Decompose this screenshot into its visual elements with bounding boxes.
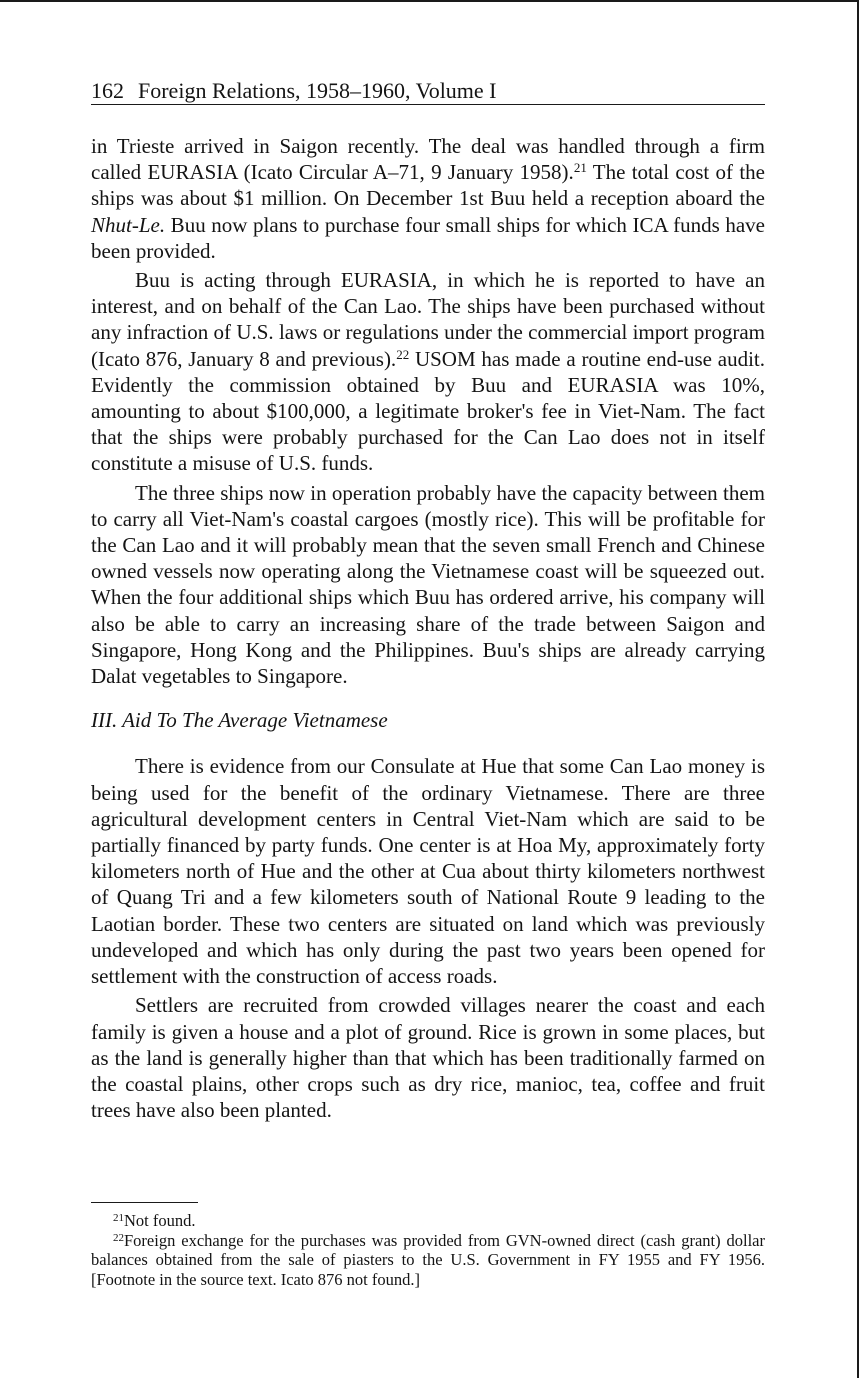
- footnote-22: [91, 1231, 765, 1290]
- paragraph-2-text-b: USOM has made a routine end-use audit. Evidently the commission obtained by Buu and EURASIA was 10%, amounting to about $100,000, a legitimate broker's fee in Viet-Nam. The fact that the ships were probably purchased for the Can Lao does not in itself constitute a misuse of U.S. funds.: [91, 346, 765, 476]
- paragraph-2-text-a: Buu is acting through EURASIA, in which he is reported to have an interest, and on behalf of the Can Lao. The ships have been purchased without any infraction of U.S. laws or regulations under the commercial import program (Icato 876, January 8 and previous).: [91, 268, 765, 371]
- paragraph-1-text-a: in Trieste arrived in Saigon recently. The deal was handled through a firm called EURASIA (Icato Circular A–71, 9 January 1958).: [91, 134, 765, 185]
- paragraph-5: Settlers are recruited from crowded villages nearer the coast and each family is given a house and a plot of ground. Rice is grown in some places, but as the land is generally higher than that which has been traditionally farmed on the coastal plains, other crops such as dry rice, manioc, tea, coffee and fruit trees have also been planted.: [91, 993, 765, 1123]
- footnote-ref-22: 22: [396, 346, 410, 362]
- footnote-marker-22: 22: [113, 1231, 124, 1244]
- paragraph-2: [91, 267, 765, 477]
- footnote-ref-21: 21: [573, 160, 587, 176]
- paragraph-1-text-c: Buu now plans to purchase four small ships for which ICA funds have been provided.: [91, 212, 765, 263]
- footnote-marker-21: 21: [113, 1212, 124, 1224]
- paragraph-1-text-b: The total cost of the ships was about $1 million. On December 1st Buu held a reception aboard the: [91, 160, 765, 211]
- footnote-21-text: Not found.: [124, 1211, 196, 1230]
- body-text: [91, 133, 765, 1126]
- running-header: [91, 78, 765, 105]
- page-number: 162: [91, 78, 124, 103]
- section-heading: III. Aid To The Average Vietnamese: [91, 708, 388, 733]
- paragraph-3: The three ships now in operation probably have the capacity between them to carry all Viet-Nam's coastal cargoes (mostly rice). This will be profitable for the Can Lao and it will probably mean that the seven small French and Chinese owned vessels now operating along the Vietnamese coast will be squeezed out. When the four additional ships which Buu has ordered arrive, his company will also be able to carry an increasing share of the trade between Saigon and Singapore, Hong Kong and the Philippines. Buu's ships are already carrying Dalat vegetables to Singapore.: [91, 480, 765, 689]
- ship-name: Nhut-Le.: [91, 212, 166, 237]
- paragraph-4: There is evidence from our Consulate at Hue that some Can Lao money is being used for the benefit of the ordinary Vietnamese. There are three agricultural development centers in Central Viet-Nam which are said to be partially financed by party funds. One center is at Hoa My, approximately forty kilometers north of Hue and the other at Cua about thirty kilometers northwest of Quang Tri and a few kilometers south of National Route 9 leading to the Laotian border. These two centers are situated on land which was previously undeveloped and which has only during the past two years been opened for settlement with the construction of access roads.: [91, 754, 765, 989]
- running-title: Foreign Relations, 1958–1960, Volume I: [138, 78, 497, 103]
- footnote-divider: [91, 1202, 198, 1203]
- footnotes: [91, 1211, 765, 1289]
- footnote-22-text: Foreign exchange for the purchases was provided from GVN-owned direct (cash grant) dollar balances obtained from the sale of piasters to the U.S. Government in FY 1955 and FY 1956. [Footnote in the source text. Icato 876 not found.]: [91, 1230, 765, 1289]
- paragraph-1: [91, 133, 765, 264]
- footnote-21: [91, 1211, 765, 1231]
